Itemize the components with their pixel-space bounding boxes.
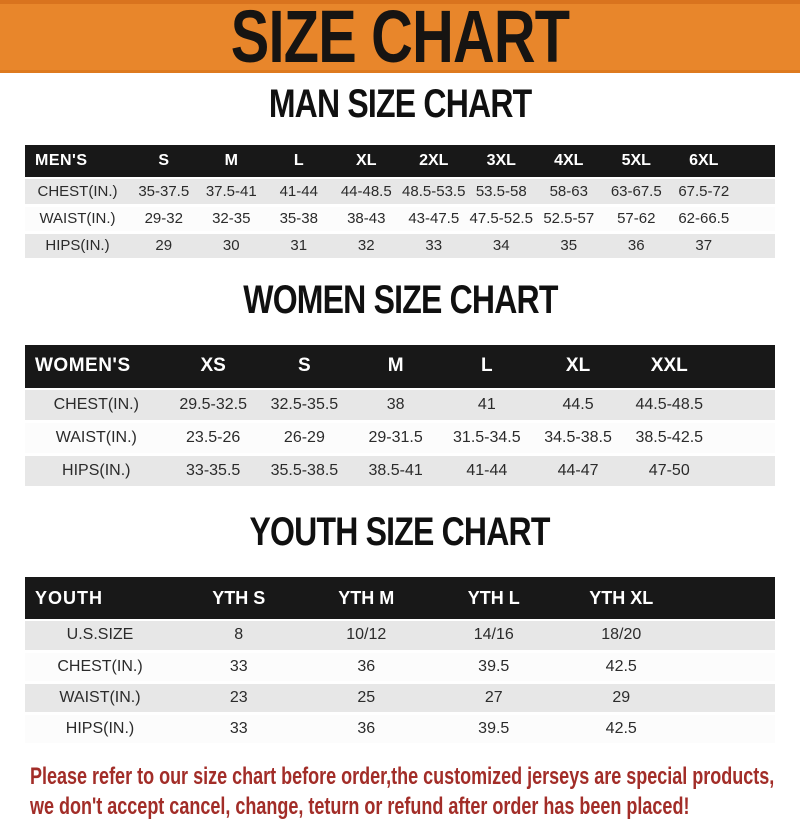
youth-row-spacer	[685, 620, 775, 651]
man-size-chart-heading	[0, 82, 800, 129]
youth-cell-hips-in-yth-s: 33	[175, 713, 303, 744]
women-header-spacer	[715, 345, 775, 389]
women-cell-chest-in-m: 38	[350, 389, 441, 422]
men-cell-waist-in-l: 35-38	[265, 205, 333, 232]
youth-size-chart-heading	[0, 510, 800, 557]
men-column-header-s: S	[130, 145, 198, 178]
youth-row-label-u-s-size: U.S.SIZE	[25, 620, 175, 651]
women-cell-hips-in-xxl: 47-50	[624, 455, 715, 488]
youth-cell-chest-in-yth-xl: 42.5	[558, 651, 686, 682]
men-column-header-3xl: 3XL	[468, 145, 536, 178]
youth-row-label-hips-in: HIPS(IN.)	[25, 713, 175, 744]
women-cell-chest-in-l: 41	[441, 389, 532, 422]
men-row-label-waist-in: WAIST(IN.)	[25, 205, 130, 232]
youth-cell-hips-in-yth-l: 39.5	[430, 713, 558, 744]
women-row-label-hips-in: HIPS(IN.)	[25, 455, 168, 488]
youth-column-header-yth-m: YTH M	[303, 577, 431, 620]
youth-row-chest-in	[25, 651, 775, 682]
men-cell-waist-in-xl: 38-43	[333, 205, 401, 232]
men-cell-waist-in-m: 32-35	[198, 205, 266, 232]
youth-header-row	[25, 577, 775, 620]
men-header-row	[25, 145, 775, 178]
size-chart-body	[0, 82, 800, 822]
disclaimer	[30, 762, 800, 822]
women-cell-chest-in-xl: 44.5	[532, 389, 623, 422]
men-cell-hips-in-l: 31	[265, 232, 333, 259]
women-row-spacer	[715, 389, 775, 422]
men-row-hips-in	[25, 232, 775, 259]
men-cell-hips-in-4xl: 35	[535, 232, 603, 259]
women-cell-hips-in-m: 38.5-41	[350, 455, 441, 488]
men-header-spacer	[738, 145, 776, 178]
youth-cell-u-s-size-yth-m: 10/12	[303, 620, 431, 651]
youth-row-spacer	[685, 713, 775, 744]
youth-cell-waist-in-yth-xl: 29	[558, 682, 686, 713]
youth-row-label-chest-in: CHEST(IN.)	[25, 651, 175, 682]
women-column-header-m: M	[350, 345, 441, 389]
men-column-header-l: L	[265, 145, 333, 178]
women-column-header-xl: XL	[532, 345, 623, 389]
women-row-chest-in	[25, 389, 775, 422]
women-cell-chest-in-s: 32.5-35.5	[259, 389, 350, 422]
youth-cell-chest-in-yth-l: 39.5	[430, 651, 558, 682]
women-row-spacer	[715, 422, 775, 455]
men-cell-chest-in-3xl: 53.5-58	[468, 178, 536, 205]
women-cell-hips-in-l: 41-44	[441, 455, 532, 488]
youth-size-chart-heading-text: YOUTH SIZE CHART	[249, 510, 551, 554]
women-row-label-waist-in: WAIST(IN.)	[25, 422, 168, 455]
men-cell-chest-in-l: 41-44	[265, 178, 333, 205]
men-row-waist-in	[25, 205, 775, 232]
men-cell-waist-in-6xl: 62-66.5	[670, 205, 738, 232]
women-row-spacer	[715, 455, 775, 488]
women-size-chart-heading	[0, 277, 800, 325]
women-size-chart-heading-text: WOMEN SIZE CHART	[242, 277, 558, 322]
men-cell-waist-in-5xl: 57-62	[603, 205, 671, 232]
youth-row-spacer	[685, 651, 775, 682]
youth-size-table-container	[25, 577, 775, 746]
women-column-header-xs: XS	[168, 345, 259, 389]
disclaimer-line-2: we don't accept cancel, change, teturn or refund after order has been placed!	[30, 792, 690, 820]
youth-group-label: YOUTH	[25, 577, 175, 620]
youth-cell-chest-in-yth-m: 36	[303, 651, 431, 682]
youth-cell-waist-in-yth-s: 23	[175, 682, 303, 713]
men-row-spacer	[738, 178, 776, 205]
men-column-header-6xl: 6XL	[670, 145, 738, 178]
youth-cell-hips-in-yth-m: 36	[303, 713, 431, 744]
youth-row-label-waist-in: WAIST(IN.)	[25, 682, 175, 713]
women-row-hips-in	[25, 455, 775, 488]
youth-row-hips-in	[25, 713, 775, 744]
men-column-header-4xl: 4XL	[535, 145, 603, 178]
men-column-header-m: M	[198, 145, 266, 178]
women-row-waist-in	[25, 422, 775, 455]
women-cell-waist-in-xl: 34.5-38.5	[532, 422, 623, 455]
youth-cell-waist-in-yth-l: 27	[430, 682, 558, 713]
youth-row-waist-in	[25, 682, 775, 713]
men-column-header-xl: XL	[333, 145, 401, 178]
disclaimer-line-1: Please refer to our size chart before order,the customized jerseys are special products,	[30, 762, 775, 790]
men-row-spacer	[738, 205, 776, 232]
men-row-label-hips-in: HIPS(IN.)	[25, 232, 130, 259]
men-cell-chest-in-m: 37.5-41	[198, 178, 266, 205]
men-cell-chest-in-2xl: 48.5-53.5	[400, 178, 468, 205]
men-cell-chest-in-4xl: 58-63	[535, 178, 603, 205]
women-group-label: WOMEN'S	[25, 345, 168, 389]
youth-row-spacer	[685, 682, 775, 713]
women-column-header-xxl: XXL	[624, 345, 715, 389]
men-cell-waist-in-4xl: 52.5-57	[535, 205, 603, 232]
youth-header-spacer	[685, 577, 775, 620]
men-cell-hips-in-m: 30	[198, 232, 266, 259]
youth-cell-waist-in-yth-m: 25	[303, 682, 431, 713]
women-column-header-s: S	[259, 345, 350, 389]
men-cell-chest-in-xl: 44-48.5	[333, 178, 401, 205]
men-cell-chest-in-s: 35-37.5	[130, 178, 198, 205]
women-cell-hips-in-xs: 33-35.5	[168, 455, 259, 488]
women-cell-hips-in-s: 35.5-38.5	[259, 455, 350, 488]
man-size-chart-heading-text: MAN SIZE CHART	[268, 82, 532, 126]
women-cell-waist-in-xxl: 38.5-42.5	[624, 422, 715, 455]
men-size-table-container	[25, 145, 775, 261]
men-cell-chest-in-5xl: 63-67.5	[603, 178, 671, 205]
men-row-spacer	[738, 232, 776, 259]
men-cell-chest-in-6xl: 67.5-72	[670, 178, 738, 205]
size-chart-banner	[0, 0, 800, 78]
youth-cell-u-s-size-yth-s: 8	[175, 620, 303, 651]
men-cell-waist-in-s: 29-32	[130, 205, 198, 232]
men-row-chest-in	[25, 178, 775, 205]
women-size-table	[25, 345, 775, 490]
youth-size-table	[25, 577, 775, 746]
men-cell-waist-in-3xl: 47.5-52.5	[468, 205, 536, 232]
men-column-header-5xl: 5XL	[603, 145, 671, 178]
men-column-header-2xl: 2XL	[400, 145, 468, 178]
men-group-label: MEN'S	[25, 145, 130, 178]
women-size-table-container	[25, 345, 775, 490]
men-cell-hips-in-3xl: 34	[468, 232, 536, 259]
men-row-label-chest-in: CHEST(IN.)	[25, 178, 130, 205]
men-cell-hips-in-5xl: 36	[603, 232, 671, 259]
women-cell-hips-in-xl: 44-47	[532, 455, 623, 488]
youth-cell-chest-in-yth-s: 33	[175, 651, 303, 682]
men-cell-hips-in-6xl: 37	[670, 232, 738, 259]
youth-row-u-s-size	[25, 620, 775, 651]
youth-column-header-yth-s: YTH S	[175, 577, 303, 620]
men-cell-waist-in-2xl: 43-47.5	[400, 205, 468, 232]
youth-cell-u-s-size-yth-l: 14/16	[430, 620, 558, 651]
men-cell-hips-in-xl: 32	[333, 232, 401, 259]
women-column-header-l: L	[441, 345, 532, 389]
youth-cell-u-s-size-yth-xl: 18/20	[558, 620, 686, 651]
youth-column-header-yth-xl: YTH XL	[558, 577, 686, 620]
women-row-label-chest-in: CHEST(IN.)	[25, 389, 168, 422]
women-cell-waist-in-l: 31.5-34.5	[441, 422, 532, 455]
youth-cell-hips-in-yth-xl: 42.5	[558, 713, 686, 744]
women-header-row	[25, 345, 775, 389]
women-cell-waist-in-xs: 23.5-26	[168, 422, 259, 455]
youth-column-header-yth-l: YTH L	[430, 577, 558, 620]
men-size-table	[25, 145, 775, 261]
women-cell-waist-in-m: 29-31.5	[350, 422, 441, 455]
men-cell-hips-in-s: 29	[130, 232, 198, 259]
women-cell-chest-in-xs: 29.5-32.5	[168, 389, 259, 422]
men-cell-hips-in-2xl: 33	[400, 232, 468, 259]
women-cell-waist-in-s: 26-29	[259, 422, 350, 455]
women-cell-chest-in-xxl: 44.5-48.5	[624, 389, 715, 422]
page-title: SIZE CHART	[230, 0, 570, 78]
